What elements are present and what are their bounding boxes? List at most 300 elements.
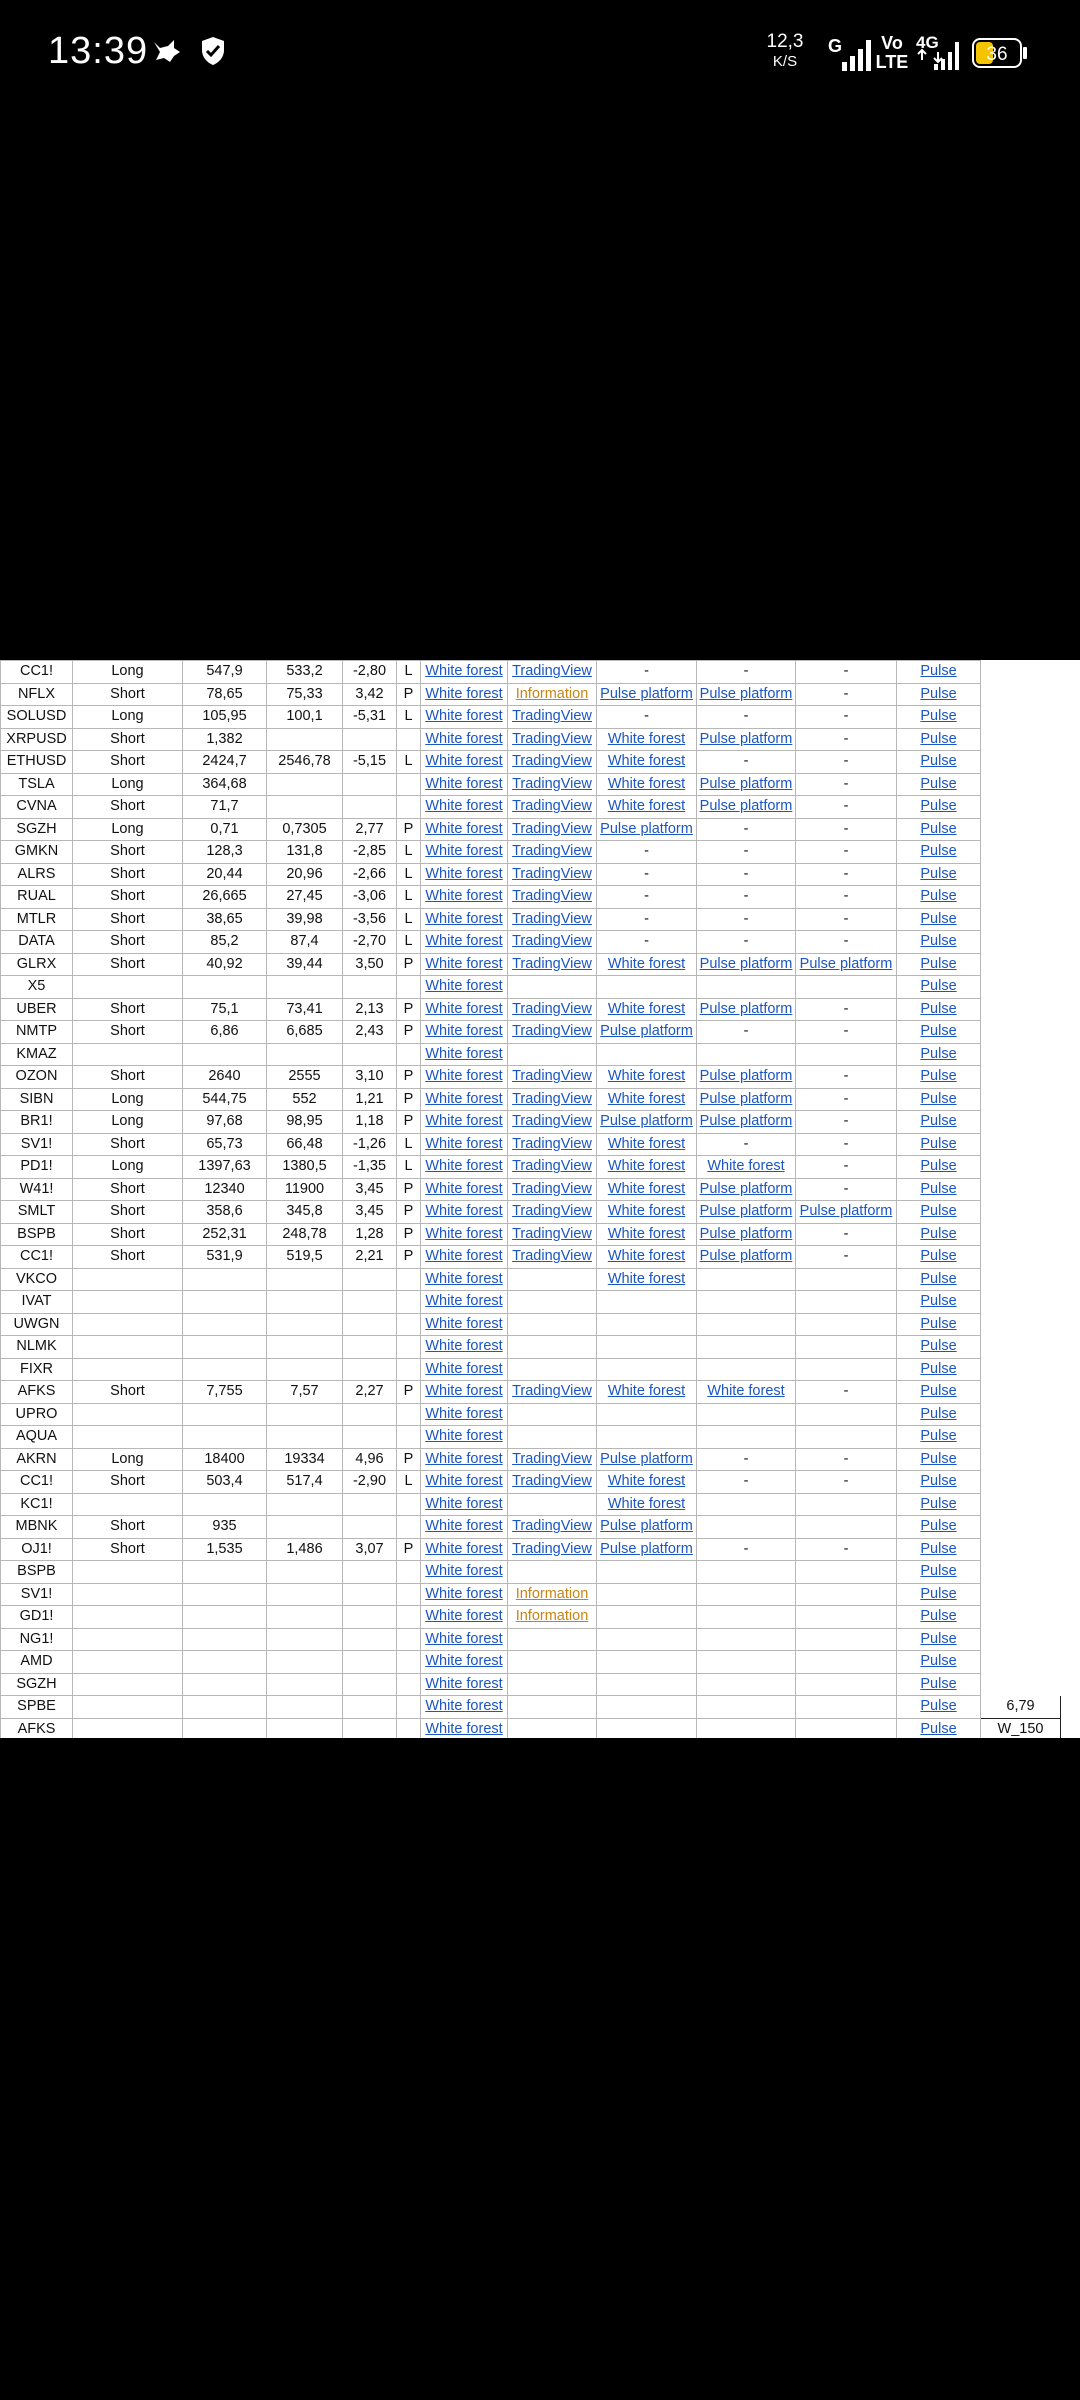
tradingview-link[interactable]: TradingView bbox=[512, 1518, 592, 1535]
table-row bbox=[1, 1651, 1061, 1674]
table-row bbox=[1, 1336, 1061, 1359]
pulse-link[interactable]: Pulse bbox=[920, 1113, 957, 1130]
pulse-link[interactable]: Pulse bbox=[920, 1450, 957, 1467]
tradingview-link[interactable]: TradingView bbox=[512, 1068, 592, 1085]
white-forest-link[interactable]: White forest bbox=[607, 1495, 686, 1512]
white-forest-link[interactable]: White forest bbox=[425, 1518, 503, 1535]
white-forest-link[interactable]: White forest bbox=[425, 1630, 503, 1647]
cell-result: P bbox=[397, 998, 421, 1021]
white-forest-link[interactable]: White forest bbox=[607, 955, 686, 972]
white-forest-link[interactable]: White forest bbox=[425, 1113, 503, 1130]
white-forest-link[interactable]: White forest bbox=[607, 1203, 686, 1220]
cell-link-e: - bbox=[796, 818, 897, 841]
pulse-platform-link[interactable]: Pulse platform bbox=[600, 1023, 693, 1040]
white-forest-link[interactable]: White forest bbox=[707, 1158, 785, 1175]
white-forest-link[interactable]: White forest bbox=[607, 1473, 686, 1490]
tradingview-link[interactable]: TradingView bbox=[512, 865, 592, 882]
white-forest-link[interactable]: White forest bbox=[425, 1675, 503, 1692]
cell-note bbox=[981, 863, 1061, 886]
white-forest-link[interactable]: White forest bbox=[425, 1653, 503, 1670]
cell-entry bbox=[183, 1561, 267, 1584]
pulse-platform-link[interactable]: Pulse platform bbox=[699, 798, 793, 815]
white-forest-link[interactable]: White forest bbox=[607, 1270, 686, 1287]
spreadsheet-image[interactable] bbox=[0, 660, 1080, 1738]
pulse-platform-link[interactable]: Pulse platform bbox=[699, 1068, 793, 1085]
pulse-platform-link[interactable]: Pulse platform bbox=[799, 1203, 893, 1220]
cell-link-a bbox=[421, 1043, 508, 1066]
pulse-platform-link[interactable]: Pulse platform bbox=[699, 730, 793, 747]
cell-link-e bbox=[796, 1606, 897, 1629]
white-forest-link[interactable]: White forest bbox=[425, 753, 503, 770]
white-forest-link[interactable]: White forest bbox=[425, 843, 503, 860]
cell-link-b bbox=[508, 1516, 597, 1539]
tradingview-link[interactable]: TradingView bbox=[512, 843, 592, 860]
cell-direction bbox=[73, 1336, 183, 1359]
cell-link-d bbox=[697, 1651, 796, 1674]
white-forest-link[interactable]: White forest bbox=[425, 1068, 503, 1085]
cell-link-e: - bbox=[796, 908, 897, 931]
white-forest-link[interactable]: White forest bbox=[607, 1225, 686, 1242]
cell-note bbox=[981, 1178, 1061, 1201]
pulse-link[interactable]: Pulse bbox=[920, 1158, 957, 1175]
white-forest-link[interactable]: White forest bbox=[425, 1450, 503, 1467]
cell-result: L bbox=[397, 706, 421, 729]
cell-link-d bbox=[697, 1516, 796, 1539]
white-forest-link[interactable]: White forest bbox=[425, 1473, 503, 1490]
tradingview-link[interactable]: TradingView bbox=[512, 1225, 592, 1242]
white-forest-link[interactable]: White forest bbox=[425, 1293, 503, 1310]
white-forest-link[interactable]: White forest bbox=[425, 1360, 503, 1377]
white-forest-link[interactable]: White forest bbox=[425, 1383, 503, 1400]
cell-link-e: - bbox=[796, 1448, 897, 1471]
cell-pulse bbox=[897, 863, 981, 886]
white-forest-link[interactable]: White forest bbox=[425, 1225, 503, 1242]
cell-direction: Short bbox=[73, 1516, 183, 1539]
white-forest-link[interactable]: White forest bbox=[425, 820, 503, 837]
pulse-link[interactable]: Pulse bbox=[920, 1248, 957, 1265]
pulse-link[interactable]: Pulse bbox=[920, 1360, 957, 1377]
white-forest-link[interactable]: White forest bbox=[425, 1315, 503, 1332]
pulse-link[interactable]: Pulse bbox=[920, 775, 957, 792]
pulse-link[interactable]: Pulse bbox=[920, 1090, 957, 1107]
pulse-link[interactable]: Pulse bbox=[920, 888, 957, 905]
tradingview-link[interactable]: TradingView bbox=[512, 753, 592, 770]
cell-entry: 0,71 bbox=[183, 818, 267, 841]
pulse-link[interactable]: Pulse bbox=[920, 1135, 957, 1152]
white-forest-link[interactable]: White forest bbox=[425, 1563, 503, 1580]
pulse-platform-link[interactable]: Pulse platform bbox=[699, 775, 793, 792]
pulse-link[interactable]: Pulse bbox=[920, 753, 957, 770]
white-forest-link[interactable]: White forest bbox=[425, 978, 503, 995]
pulse-link[interactable]: Pulse bbox=[920, 1585, 957, 1602]
cell-link-b bbox=[508, 1651, 597, 1674]
pulse-platform-link[interactable]: Pulse platform bbox=[699, 1248, 793, 1265]
tradingview-link[interactable]: TradingView bbox=[512, 1180, 592, 1197]
white-forest-link[interactable]: White forest bbox=[425, 1540, 503, 1557]
cell-link-c bbox=[597, 683, 697, 706]
cell-link-b bbox=[508, 706, 597, 729]
cell-link-d bbox=[697, 953, 796, 976]
tradingview-link[interactable]: TradingView bbox=[512, 775, 592, 792]
white-forest-link[interactable]: White forest bbox=[607, 730, 686, 747]
cell-direction: Short bbox=[73, 728, 183, 751]
pulse-platform-link[interactable]: Pulse platform bbox=[799, 955, 893, 972]
white-forest-link[interactable]: White forest bbox=[607, 1135, 686, 1152]
cell-exit: 39,98 bbox=[267, 908, 343, 931]
cell-link-a bbox=[421, 1538, 508, 1561]
cell-percent: 3,07 bbox=[343, 1538, 397, 1561]
pulse-link[interactable]: Pulse bbox=[920, 1293, 957, 1310]
cell-exit: 1380,5 bbox=[267, 1156, 343, 1179]
cell-link-b bbox=[508, 1448, 597, 1471]
pulse-link[interactable]: Pulse bbox=[920, 1540, 957, 1557]
white-forest-link[interactable]: White forest bbox=[425, 888, 503, 905]
pulse-link[interactable]: Pulse bbox=[920, 1225, 957, 1242]
pulse-link[interactable]: Pulse bbox=[920, 820, 957, 837]
cell-link-d bbox=[697, 1381, 796, 1404]
cell-entry: 12340 bbox=[183, 1178, 267, 1201]
cell-result: P bbox=[397, 953, 421, 976]
cell-link-b bbox=[508, 1561, 597, 1584]
pulse-link[interactable]: Pulse bbox=[920, 1383, 957, 1400]
cell-ticker: GD1! bbox=[1, 1606, 73, 1629]
cell-link-e bbox=[796, 1201, 897, 1224]
cell-percent bbox=[343, 1673, 397, 1696]
white-forest-link[interactable]: White forest bbox=[425, 1608, 503, 1625]
cell-link-d: - bbox=[697, 886, 796, 909]
cell-ticker: MTLR bbox=[1, 908, 73, 931]
white-forest-link[interactable]: White forest bbox=[425, 910, 503, 927]
white-forest-link[interactable]: White forest bbox=[425, 1428, 503, 1445]
cell-link-d bbox=[697, 796, 796, 819]
cell-entry bbox=[183, 1291, 267, 1314]
tradingview-link[interactable]: TradingView bbox=[512, 820, 592, 837]
pulse-link[interactable]: Pulse bbox=[920, 955, 957, 972]
cell-link-b bbox=[508, 1673, 597, 1696]
cell-link-e: - bbox=[796, 931, 897, 954]
pulse-link[interactable]: Pulse bbox=[920, 1518, 957, 1535]
white-forest-link[interactable]: White forest bbox=[425, 1495, 503, 1512]
cell-link-c bbox=[597, 1088, 697, 1111]
white-forest-link[interactable]: White forest bbox=[425, 1248, 503, 1265]
cell-note bbox=[981, 1493, 1061, 1516]
tradingview-link[interactable]: TradingView bbox=[512, 1023, 592, 1040]
white-forest-link[interactable]: White forest bbox=[425, 1180, 503, 1197]
cell-link-b bbox=[508, 1336, 597, 1359]
cell-entry bbox=[183, 1403, 267, 1426]
tradingview-link[interactable]: TradingView bbox=[512, 730, 592, 747]
cell-link-d bbox=[697, 728, 796, 751]
pulse-link[interactable]: Pulse bbox=[920, 1068, 957, 1085]
pulse-link[interactable]: Pulse bbox=[920, 1653, 957, 1670]
pulse-platform-link[interactable]: Pulse platform bbox=[699, 1090, 793, 1107]
cell-ticker: X5 bbox=[1, 976, 73, 999]
pulse-link[interactable]: Pulse bbox=[920, 1428, 957, 1445]
cell-entry: 1,382 bbox=[183, 728, 267, 751]
pulse-platform-link[interactable]: Pulse platform bbox=[600, 1518, 693, 1535]
cell-link-b bbox=[508, 661, 597, 684]
white-forest-link[interactable]: White forest bbox=[607, 1000, 686, 1017]
white-forest-link[interactable]: White forest bbox=[607, 1383, 686, 1400]
cell-link-c bbox=[597, 1471, 697, 1494]
white-forest-link[interactable]: White forest bbox=[425, 685, 503, 702]
cell-pulse bbox=[897, 1696, 981, 1719]
cell-entry: 78,65 bbox=[183, 683, 267, 706]
cell-link-a bbox=[421, 1561, 508, 1584]
cell-direction: Short bbox=[73, 1246, 183, 1269]
white-forest-link[interactable]: White forest bbox=[607, 798, 686, 815]
tradingview-link[interactable]: TradingView bbox=[512, 798, 592, 815]
table-row bbox=[1, 1516, 1061, 1539]
tradingview-link[interactable]: TradingView bbox=[512, 1383, 592, 1400]
cell-direction bbox=[73, 1651, 183, 1674]
cell-percent: -2,85 bbox=[343, 841, 397, 864]
cell-percent bbox=[343, 1718, 397, 1738]
white-forest-link[interactable]: White forest bbox=[425, 1270, 503, 1287]
cell-ticker: VKCO bbox=[1, 1268, 73, 1291]
white-forest-link[interactable]: White forest bbox=[425, 1023, 503, 1040]
table-row bbox=[1, 1268, 1061, 1291]
white-forest-link[interactable]: White forest bbox=[425, 1090, 503, 1107]
cell-result: P bbox=[397, 1021, 421, 1044]
white-forest-link[interactable]: White forest bbox=[425, 1135, 503, 1152]
pulse-link[interactable]: Pulse bbox=[920, 1495, 957, 1512]
cell-link-e: - bbox=[796, 1066, 897, 1089]
cell-pulse bbox=[897, 1021, 981, 1044]
cell-link-d bbox=[697, 1088, 796, 1111]
cell-pulse bbox=[897, 1088, 981, 1111]
cell-direction: Short bbox=[73, 1133, 183, 1156]
pulse-platform-link[interactable]: Pulse platform bbox=[600, 1113, 693, 1130]
pulse-link[interactable]: Pulse bbox=[920, 708, 957, 725]
pulse-link[interactable]: Pulse bbox=[920, 1023, 957, 1040]
cell-result bbox=[397, 1673, 421, 1696]
cell-note bbox=[981, 886, 1061, 909]
cell-percent: -5,15 bbox=[343, 751, 397, 774]
pulse-link[interactable]: Pulse bbox=[920, 1270, 957, 1287]
pulse-platform-link[interactable]: Pulse platform bbox=[600, 685, 693, 702]
pulse-platform-link[interactable]: Pulse platform bbox=[600, 1540, 693, 1557]
cell-direction bbox=[73, 1696, 183, 1719]
pulse-link[interactable]: Pulse bbox=[920, 865, 957, 882]
pulse-platform-link[interactable]: Pulse platform bbox=[699, 1113, 793, 1130]
white-forest-link[interactable]: White forest bbox=[607, 753, 686, 770]
pulse-link[interactable]: Pulse bbox=[920, 1405, 957, 1422]
white-forest-link[interactable]: White forest bbox=[425, 1203, 503, 1220]
table-row bbox=[1, 1718, 1061, 1738]
pulse-platform-link[interactable]: Pulse platform bbox=[699, 1000, 793, 1017]
cell-exit: 27,45 bbox=[267, 886, 343, 909]
cell-exit: 519,5 bbox=[267, 1246, 343, 1269]
pulse-link[interactable]: Pulse bbox=[920, 685, 957, 702]
cell-link-e: - bbox=[796, 1178, 897, 1201]
pulse-link[interactable]: Pulse bbox=[920, 1315, 957, 1332]
cell-pulse bbox=[897, 1043, 981, 1066]
white-forest-link[interactable]: White forest bbox=[607, 1180, 686, 1197]
white-forest-link[interactable]: White forest bbox=[425, 798, 503, 815]
tradingview-link[interactable]: TradingView bbox=[512, 1090, 592, 1107]
cell-exit bbox=[267, 1358, 343, 1381]
tradingview-link[interactable]: TradingView bbox=[512, 1540, 592, 1557]
white-forest-link[interactable]: White forest bbox=[425, 1045, 503, 1062]
cell-link-c: - bbox=[597, 886, 697, 909]
cell-note bbox=[981, 1471, 1061, 1494]
cell-pulse bbox=[897, 1111, 981, 1134]
cell-link-c bbox=[597, 1336, 697, 1359]
tradingview-link[interactable]: TradingView bbox=[512, 933, 592, 950]
pulse-link[interactable]: Pulse bbox=[920, 1000, 957, 1017]
cell-link-a bbox=[421, 1021, 508, 1044]
tradingview-link[interactable]: TradingView bbox=[512, 1000, 592, 1017]
table-row bbox=[1, 1561, 1061, 1584]
table-row bbox=[1, 1043, 1061, 1066]
cell-link-d bbox=[697, 1493, 796, 1516]
pulse-link[interactable]: Pulse bbox=[920, 1338, 957, 1355]
pulse-link[interactable]: Pulse bbox=[920, 910, 957, 927]
cell-exit bbox=[267, 773, 343, 796]
cell-link-a bbox=[421, 953, 508, 976]
cell-link-c bbox=[597, 1043, 697, 1066]
cell-result: L bbox=[397, 931, 421, 954]
cell-link-a bbox=[421, 1223, 508, 1246]
pulse-link[interactable]: Pulse bbox=[920, 1720, 957, 1737]
cell-exit bbox=[267, 1426, 343, 1449]
cell-result: P bbox=[397, 1178, 421, 1201]
white-forest-link[interactable]: White forest bbox=[425, 730, 503, 747]
pulse-link[interactable]: Pulse bbox=[920, 1473, 957, 1490]
cell-link-c: - bbox=[597, 931, 697, 954]
white-forest-link[interactable]: White forest bbox=[425, 1000, 503, 1017]
tradingview-link[interactable]: TradingView bbox=[512, 1450, 592, 1467]
pulse-link[interactable]: Pulse bbox=[920, 1675, 957, 1692]
cell-result: L bbox=[397, 908, 421, 931]
pulse-link[interactable]: Pulse bbox=[920, 663, 957, 680]
tradingview-link[interactable]: TradingView bbox=[512, 1473, 592, 1490]
white-forest-link[interactable]: White forest bbox=[607, 1158, 686, 1175]
white-forest-link[interactable]: White forest bbox=[425, 1405, 503, 1422]
tradingview-link[interactable]: TradingView bbox=[512, 1248, 592, 1265]
cell-exit bbox=[267, 1696, 343, 1719]
white-forest-link[interactable]: White forest bbox=[425, 775, 503, 792]
pulse-platform-link[interactable]: Pulse platform bbox=[600, 820, 693, 837]
cell-exit: 2546,78 bbox=[267, 751, 343, 774]
pulse-platform-link[interactable]: Pulse platform bbox=[699, 1203, 793, 1220]
cell-link-d: - bbox=[697, 706, 796, 729]
cell-exit: 0,7305 bbox=[267, 818, 343, 841]
white-forest-link[interactable]: White forest bbox=[425, 708, 503, 725]
white-forest-link[interactable]: White forest bbox=[607, 1090, 686, 1107]
cell-link-a bbox=[421, 931, 508, 954]
cell-exit bbox=[267, 1718, 343, 1738]
cell-percent bbox=[343, 1426, 397, 1449]
cell-entry: 26,665 bbox=[183, 886, 267, 909]
pulse-link[interactable]: Pulse bbox=[920, 1045, 957, 1062]
cell-note bbox=[981, 841, 1061, 864]
cell-ticker: UWGN bbox=[1, 1313, 73, 1336]
information-link[interactable]: Information bbox=[515, 1608, 589, 1625]
cell-link-a bbox=[421, 1606, 508, 1629]
tradingview-link[interactable]: TradingView bbox=[512, 1158, 592, 1175]
tradingview-link[interactable]: TradingView bbox=[512, 708, 592, 725]
pulse-link[interactable]: Pulse bbox=[920, 1180, 957, 1197]
tradingview-link[interactable]: TradingView bbox=[512, 910, 592, 927]
pulse-link[interactable]: Pulse bbox=[920, 798, 957, 815]
cell-link-a bbox=[421, 841, 508, 864]
cell-result: P bbox=[397, 1246, 421, 1269]
white-forest-link[interactable]: White forest bbox=[425, 1338, 503, 1355]
cell-result bbox=[397, 1291, 421, 1314]
cell-note bbox=[981, 796, 1061, 819]
cell-link-d bbox=[697, 1223, 796, 1246]
pulse-link[interactable]: Pulse bbox=[920, 843, 957, 860]
pulse-link[interactable]: Pulse bbox=[920, 1698, 957, 1715]
white-forest-link[interactable]: White forest bbox=[707, 1383, 785, 1400]
white-forest-link[interactable]: White forest bbox=[425, 1698, 503, 1715]
pulse-link[interactable]: Pulse bbox=[920, 730, 957, 747]
cell-link-e: - bbox=[796, 1133, 897, 1156]
pulse-platform-link[interactable]: Pulse platform bbox=[699, 685, 793, 702]
cell-entry bbox=[183, 1313, 267, 1336]
white-forest-link[interactable]: White forest bbox=[425, 955, 503, 972]
tradingview-link[interactable]: TradingView bbox=[512, 663, 592, 680]
white-forest-link[interactable]: White forest bbox=[425, 663, 503, 680]
tradingview-link[interactable]: TradingView bbox=[512, 1203, 592, 1220]
cell-link-e: - bbox=[796, 1246, 897, 1269]
white-forest-link[interactable]: White forest bbox=[425, 1158, 503, 1175]
cell-exit bbox=[267, 796, 343, 819]
pulse-platform-link[interactable]: Pulse platform bbox=[699, 1225, 793, 1242]
cell-link-c bbox=[597, 1291, 697, 1314]
white-forest-link[interactable]: White forest bbox=[425, 933, 503, 950]
pulse-link[interactable]: Pulse bbox=[920, 1608, 957, 1625]
white-forest-link[interactable]: White forest bbox=[607, 1248, 686, 1265]
tradingview-link[interactable]: TradingView bbox=[512, 1135, 592, 1152]
pulse-link[interactable]: Pulse bbox=[920, 933, 957, 950]
tradingview-link[interactable]: TradingView bbox=[512, 955, 592, 972]
cell-note bbox=[981, 908, 1061, 931]
cell-pulse bbox=[897, 1336, 981, 1359]
cell-link-a bbox=[421, 1201, 508, 1224]
pulse-link[interactable]: Pulse bbox=[920, 1630, 957, 1647]
pulse-link[interactable]: Pulse bbox=[920, 1203, 957, 1220]
cell-result bbox=[397, 1606, 421, 1629]
cell-entry bbox=[183, 1268, 267, 1291]
information-link[interactable]: Information bbox=[515, 1585, 589, 1602]
white-forest-link[interactable]: White forest bbox=[425, 1720, 503, 1737]
cell-percent: -2,90 bbox=[343, 1471, 397, 1494]
cell-link-b bbox=[508, 931, 597, 954]
pulse-link[interactable]: Pulse bbox=[920, 978, 957, 995]
white-forest-link[interactable]: White forest bbox=[425, 1585, 503, 1602]
cell-ticker: SIBN bbox=[1, 1088, 73, 1111]
white-forest-link[interactable]: White forest bbox=[425, 865, 503, 882]
pulse-platform-link[interactable]: Pulse platform bbox=[600, 1450, 693, 1467]
cell-percent bbox=[343, 1493, 397, 1516]
tradingview-link[interactable]: TradingView bbox=[512, 888, 592, 905]
pulse-platform-link[interactable]: Pulse platform bbox=[699, 1180, 793, 1197]
pulse-link[interactable]: Pulse bbox=[920, 1563, 957, 1580]
white-forest-link[interactable]: White forest bbox=[607, 1068, 686, 1085]
information-link[interactable]: Information bbox=[515, 685, 589, 702]
cell-link-b bbox=[508, 1493, 597, 1516]
cell-percent: 2,43 bbox=[343, 1021, 397, 1044]
cell-link-c bbox=[597, 1111, 697, 1134]
cell-note bbox=[981, 931, 1061, 954]
tradingview-link[interactable]: TradingView bbox=[512, 1113, 592, 1130]
white-forest-link[interactable]: White forest bbox=[607, 775, 686, 792]
pulse-platform-link[interactable]: Pulse platform bbox=[699, 955, 793, 972]
cell-pulse bbox=[897, 1516, 981, 1539]
